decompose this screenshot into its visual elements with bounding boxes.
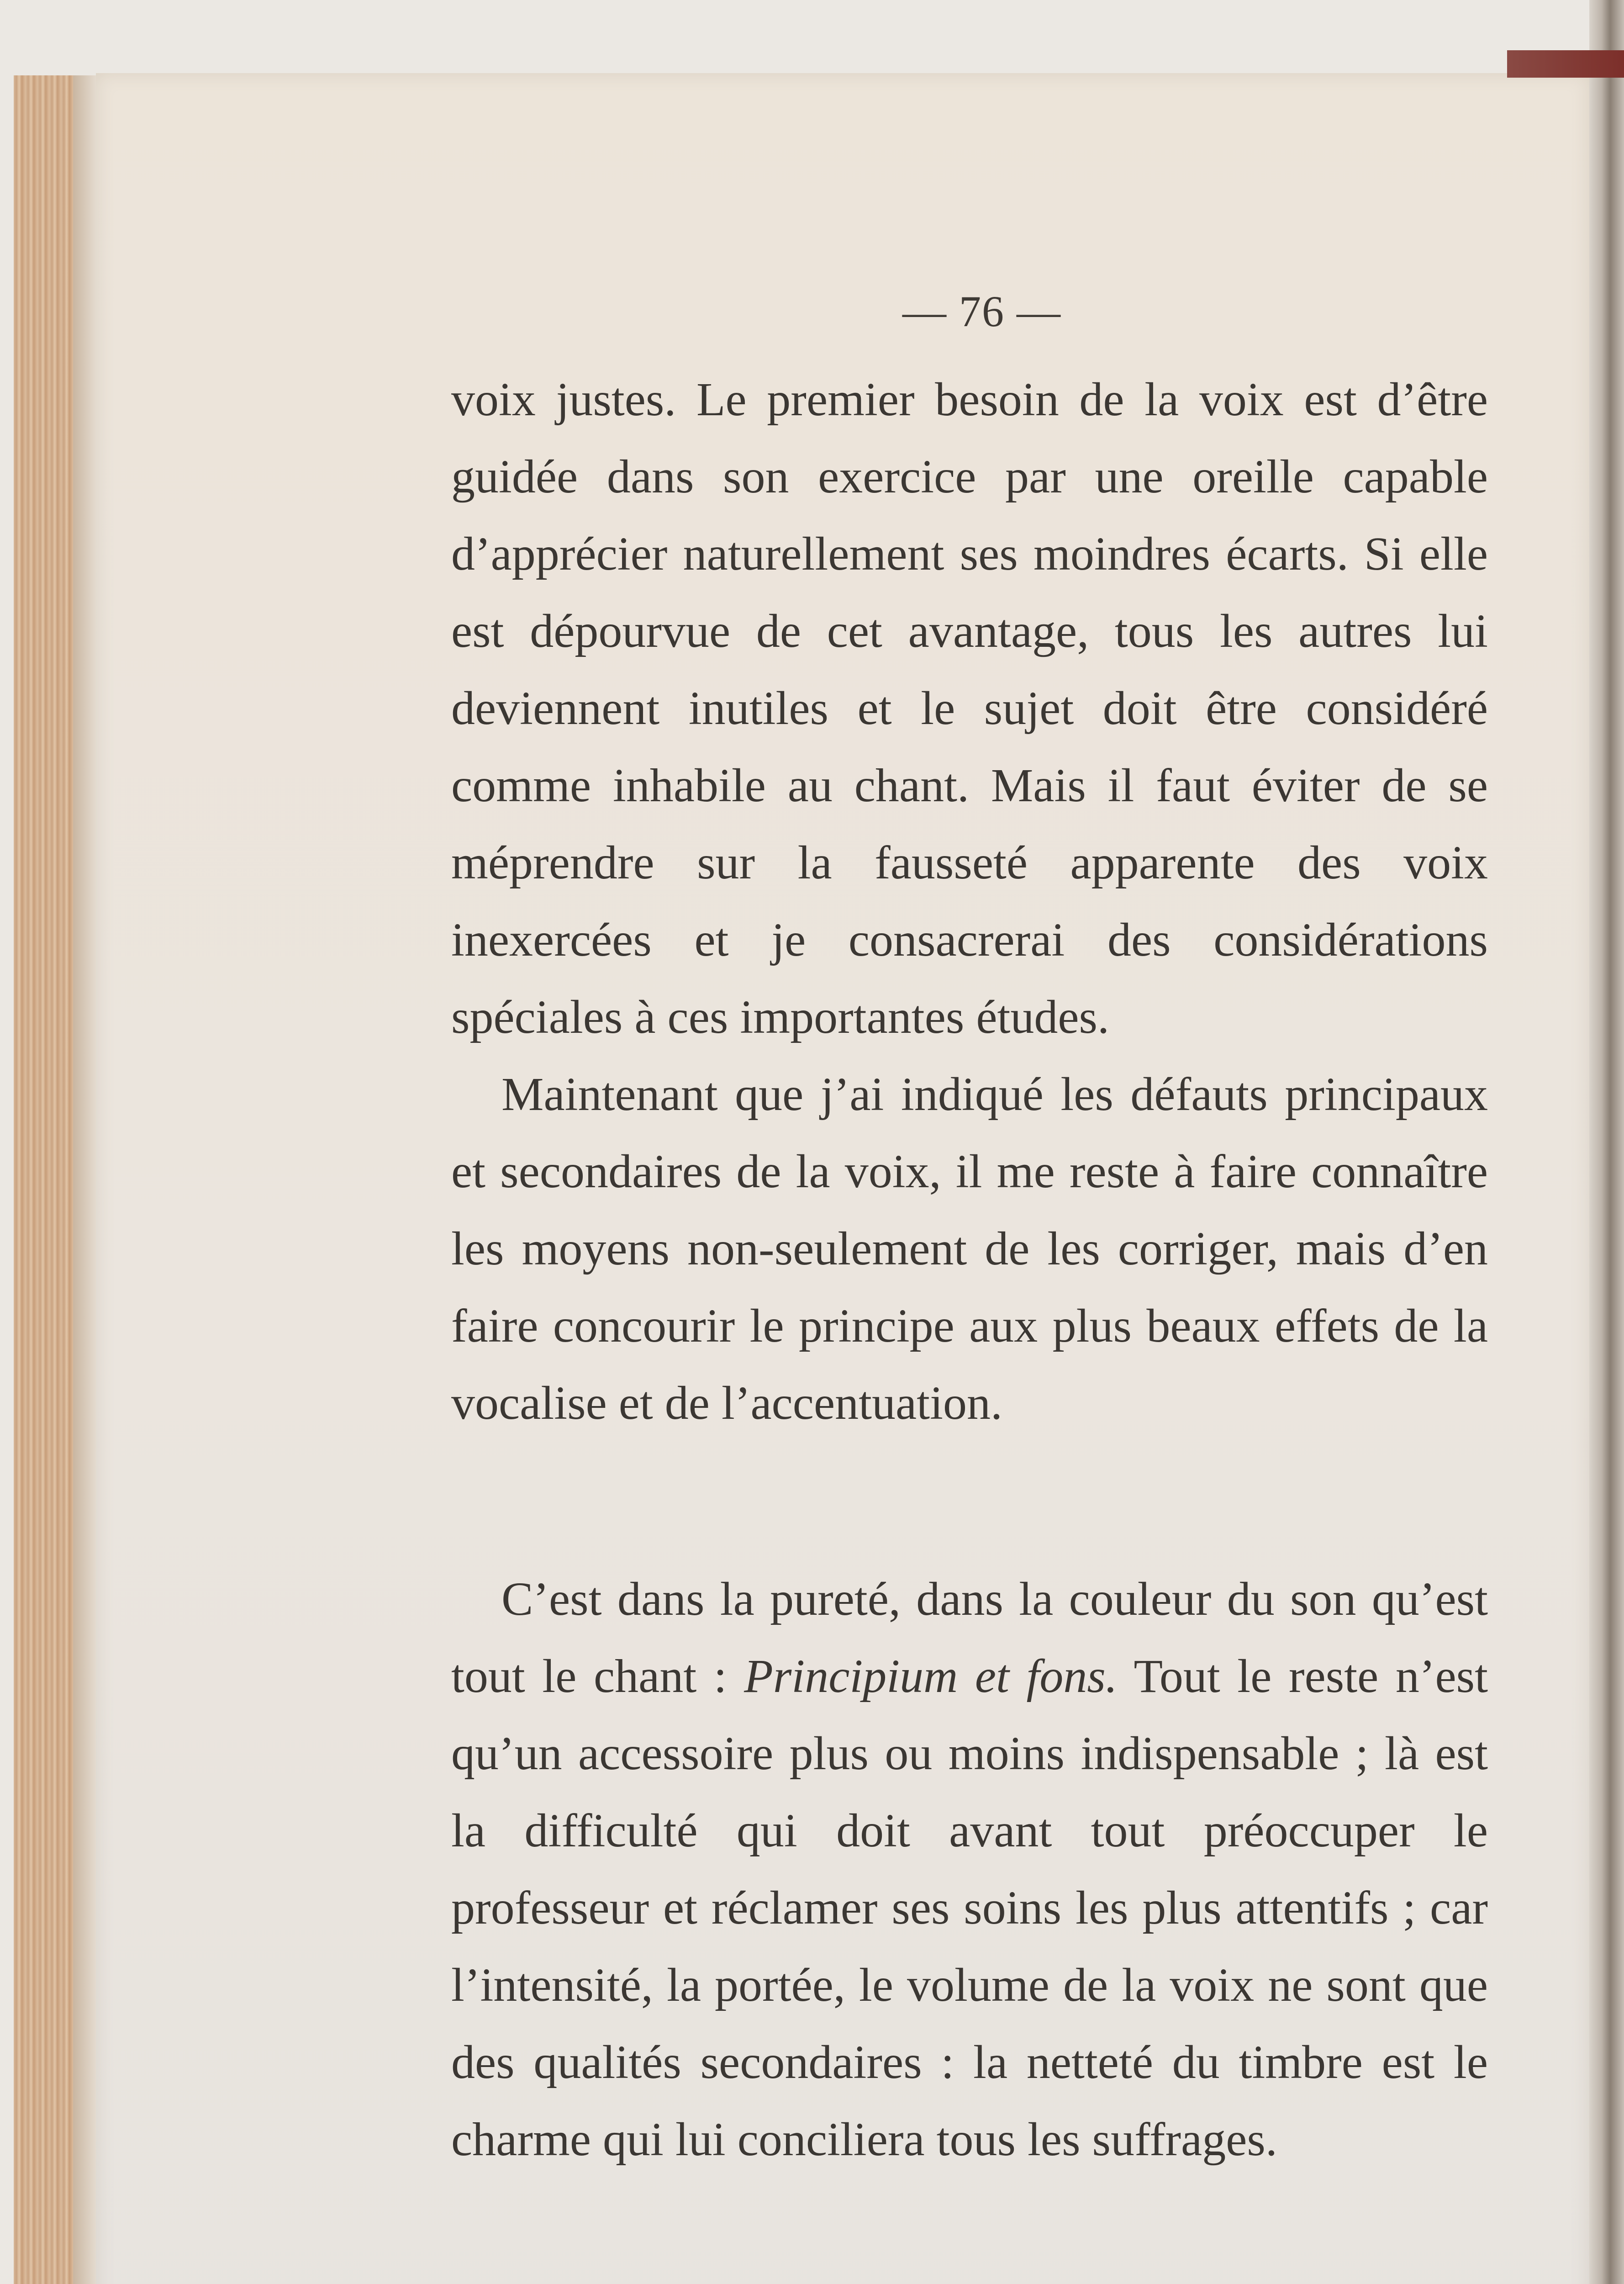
section-gap xyxy=(451,1442,1488,1560)
binding-red-top xyxy=(1507,50,1624,78)
paragraph-3 xyxy=(451,1560,1488,2178)
paragraph-2: Maintenant que j’ai indiqué les défauts principaux et secondaires de la voix, il me reste à faire connaître les moyens non-seulement de les corriger, mais d’en faire concourir le principe aux plus beaux effets de la vocalise et de l’accentuation. xyxy=(451,1068,1488,1429)
book-spine xyxy=(1589,0,1624,2284)
paragraph-3-start: C’est dans la pureté, dans la couleur du son qu’est tout le chant : xyxy=(451,1573,1488,1702)
body-text xyxy=(451,361,1488,2178)
page-number: — 76 — xyxy=(902,287,1061,336)
latin-phrase: Principium et fons. xyxy=(744,1650,1118,1702)
paragraph-3-end: Tout le reste n’est qu’un accessoire plus ou moins indispensable ; là est la difficulté qui doit avant tout préoccuper le professeur et réclamer ses soins les plus attentifs ; car l’intensité, la portée, le volume de la voix ne sont que des qualités secondaires : la netteté du timbre est le charme qui lui conciliera tous les suffrages. xyxy=(451,1650,1488,2166)
paragraph-1: voix justes. Le premier besoin de la voix est d’être guidée dans son exercice par une oreille capable d’apprécier naturellement ses moindres écarts. Si elle est dépourvue de cet avantage, tous les autres lui deviennent inutiles et le sujet doit être considéré comme inhabile au chant. Mais il faut éviter de se méprendre sur la fausseté apparente des voix inexercées et je consacrerai des considérations spéciales à ces importantes études. xyxy=(451,373,1488,1043)
